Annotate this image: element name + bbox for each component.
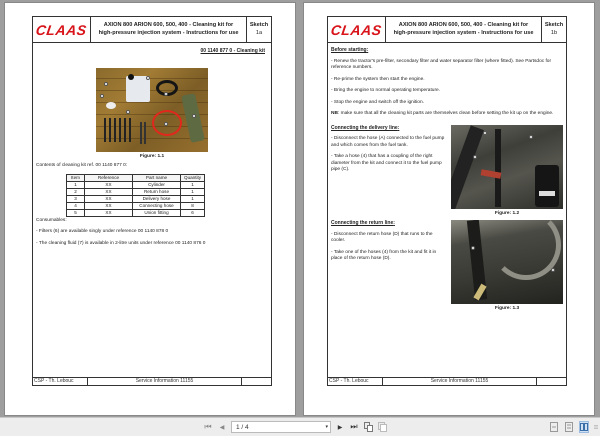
page-footer: CSP - Th. Lebouc Service Information 11155	[32, 377, 272, 386]
page-1a	[4, 2, 296, 416]
consumables-label: Consumables:	[36, 217, 67, 223]
continuous-view-icon[interactable]	[564, 421, 574, 433]
delivery-step: - Take a hose (4) that has a coupling of the right diameter from the kit and connect it to the fuel pump pipe (C).	[331, 154, 442, 173]
page-footer: CSP - Th. Lebouc Service Information 11155	[327, 377, 567, 386]
before-step: - Re-prime the system then start the engine.	[331, 76, 425, 82]
two-page-continuous-view-icon[interactable]	[594, 421, 598, 433]
filter	[106, 102, 116, 109]
page-header	[33, 17, 271, 43]
pipe	[495, 129, 501, 207]
cylinder	[181, 93, 205, 143]
before-step: - Bring the engine to normal operating temperature.	[331, 88, 441, 94]
parts-table	[66, 174, 205, 217]
two-page-view-icon[interactable]	[579, 421, 589, 433]
claas-logo: CLAAS	[328, 17, 386, 42]
view-mode-switcher	[549, 421, 598, 433]
union-fittings	[140, 122, 148, 144]
before-starting-heading: Before starting:	[331, 47, 369, 53]
delivery-step: - Disconnect the hose (A) connected to the fuel pump and which comes from the fuel tank.	[331, 136, 445, 148]
document-title: AXION 800 ARION 600, 500, 400 - Cleaning kit for high-pressure injection system - Instructions for use	[91, 17, 247, 42]
claas-logo: CLAAS	[33, 17, 91, 42]
table-row: 3 XX Delivery hose 1	[67, 195, 205, 202]
table-header-row: Item Reference Part name Quantity	[67, 174, 205, 181]
return-step: - Disconnect the return hose (D) that runs to the cooler.	[331, 231, 433, 244]
figure-1-3-engine-photo	[451, 220, 563, 304]
table-row: 4 XX Connecting hose 8	[67, 202, 205, 209]
hose	[451, 125, 484, 209]
callout-d	[471, 246, 475, 250]
page-navigation	[203, 421, 387, 433]
contents-intro: Contents of cleaning kit ref. 00 1140 877 0:	[36, 163, 128, 169]
nb-note: NB: make sure that all the cleaning kit parts are themselves clean before setting the kit up on the engine.	[331, 111, 554, 117]
callout-a	[473, 155, 477, 159]
connecting-hoses	[104, 118, 134, 142]
consumable-cleaning-fluid: - The cleaning fluid (7) is available in 2-litre units under reference 00 1140 876 0	[36, 240, 206, 246]
return-step: - Take one of the hoses (4) from the kit and fit it in place of the return hose (D).	[331, 249, 437, 262]
table-row: 1 XX Cylinder 1	[67, 181, 205, 188]
last-page-icon[interactable]: ⏭	[350, 422, 358, 431]
figure-caption: Figure: 1.1	[139, 153, 165, 159]
delivery-line-heading: Connecting the delivery line:	[331, 124, 400, 131]
previous-page-icon[interactable]: ◀	[219, 424, 225, 431]
fit-page-icon[interactable]	[377, 421, 387, 433]
filter-label	[539, 191, 555, 196]
callout-2	[164, 92, 168, 96]
page-header	[328, 17, 566, 43]
viewer-toolbar	[0, 417, 600, 436]
table-row: 5 XX Union fitting 6	[67, 209, 205, 216]
before-step: - Renew the tractor's pre-filter, secondary filter and water separator filter (where fitted). See Partsdoc for reference numbers.	[331, 58, 552, 71]
callout-6	[100, 94, 104, 98]
first-page-icon[interactable]: ⏮	[204, 422, 212, 431]
page-frame	[32, 16, 272, 386]
consumable-filters: - Filters (6) are available singly under reference 00 1140 878 0	[36, 229, 169, 235]
table-row: 2 XX Return hose 1	[67, 188, 205, 195]
callout-5	[104, 82, 108, 86]
chevron-down-icon: ▾	[325, 424, 328, 430]
page-1b	[303, 2, 595, 416]
next-page-icon[interactable]: ▶	[337, 424, 343, 431]
copy-icon[interactable]	[363, 421, 373, 433]
fuel-filter	[535, 165, 559, 207]
sketch-number: Sketch 1a	[249, 21, 269, 36]
page-number-select[interactable]: 1 / 4 ▾	[231, 421, 331, 433]
return-line-heading: Connecting the return line:	[331, 220, 395, 227]
before-step: - Stop the engine and switch off the ignition.	[331, 99, 424, 105]
single-page-view-icon[interactable]	[549, 421, 559, 433]
figure-caption: Figure: 1.3	[494, 306, 520, 312]
callout-7	[146, 76, 150, 80]
document-title: AXION 800 ARION 600, 500, 400 - Cleaning kit for high-pressure injection system - Instructions for use	[386, 17, 542, 42]
sketch-number: Sketch 1b	[544, 21, 564, 36]
figure-caption: Figure: 1.2	[494, 210, 520, 216]
callout-c	[529, 135, 533, 139]
figure-1-2-engine-photo	[451, 125, 563, 209]
figure-1-1-kit-photo	[96, 68, 208, 152]
callout-4	[126, 110, 130, 114]
canister-cap	[128, 74, 134, 80]
callout-1	[192, 114, 196, 118]
callout-b	[483, 131, 487, 135]
callout-d2	[551, 268, 555, 272]
page-frame	[327, 16, 567, 386]
callout-3	[164, 122, 168, 126]
kit-reference-title: 00 1140 877 0 - Cleaning kit	[200, 48, 265, 54]
